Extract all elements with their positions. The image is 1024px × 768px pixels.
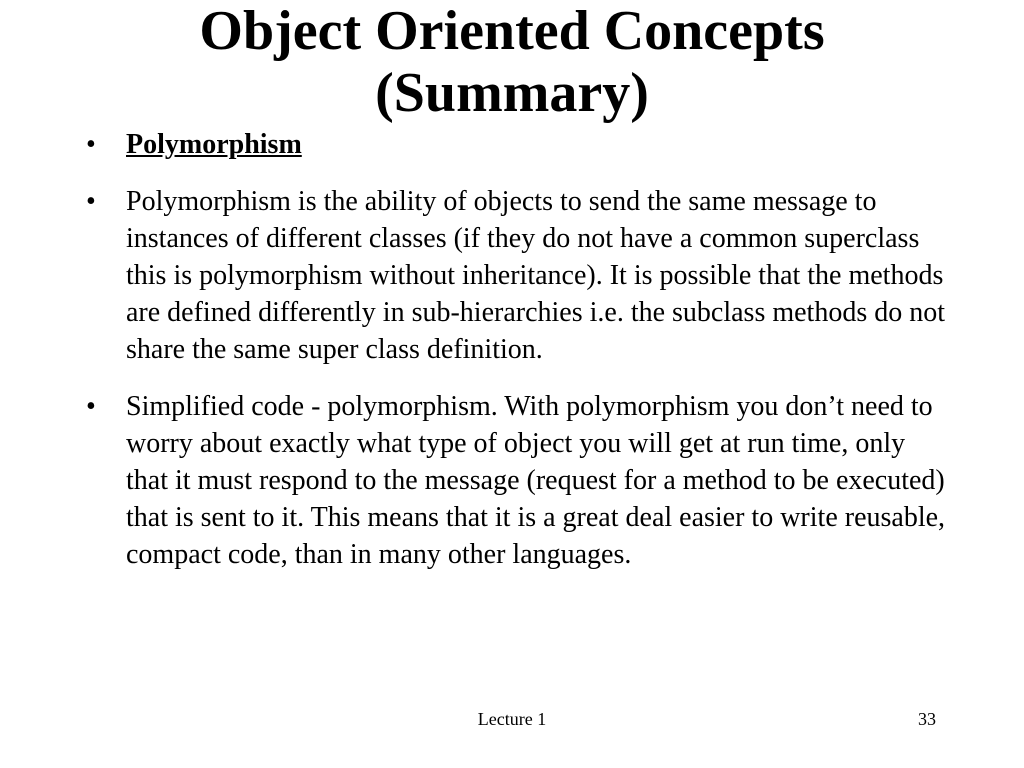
bullet-definition-text: Polymorphism is the ability of objects to send the same message to instances of different classes (if they do not have a common superclass this is polymorphism without inheritance). It is possible that the methods are defined differently in sub-hierarchies i.e. the subclass methods do not share the same super class definition. bbox=[126, 186, 946, 365]
bullet-item-simplified-code bbox=[86, 388, 946, 573]
slide-title-line-2: (Summary) bbox=[375, 62, 649, 124]
bullet-icon: • bbox=[86, 129, 96, 160]
slide-title bbox=[0, 0, 1024, 124]
footer-page-number: 33 bbox=[918, 709, 936, 729]
bullet-heading-text: Polymorphism bbox=[126, 129, 302, 160]
bullet-simplified-code-text: Simplified code - polymorphism. With polymorphism you don’t need to worry about exactly what type of object you will get at run time, only that it must respond to the message (request for a method to be executed) that is sent to it. This means that it is a great deal easier to write reusable, compact code, than in many other languages. bbox=[126, 391, 946, 570]
bullet-icon: • bbox=[86, 391, 96, 422]
bullet-list bbox=[86, 126, 946, 593]
slide-title-line-1: Object Oriented Concepts bbox=[199, 0, 825, 62]
bullet-item-definition bbox=[86, 183, 946, 368]
footer-lecture-label: Lecture 1 bbox=[477, 709, 547, 729]
bullet-icon: • bbox=[86, 186, 96, 217]
bullet-item-heading bbox=[86, 126, 946, 163]
